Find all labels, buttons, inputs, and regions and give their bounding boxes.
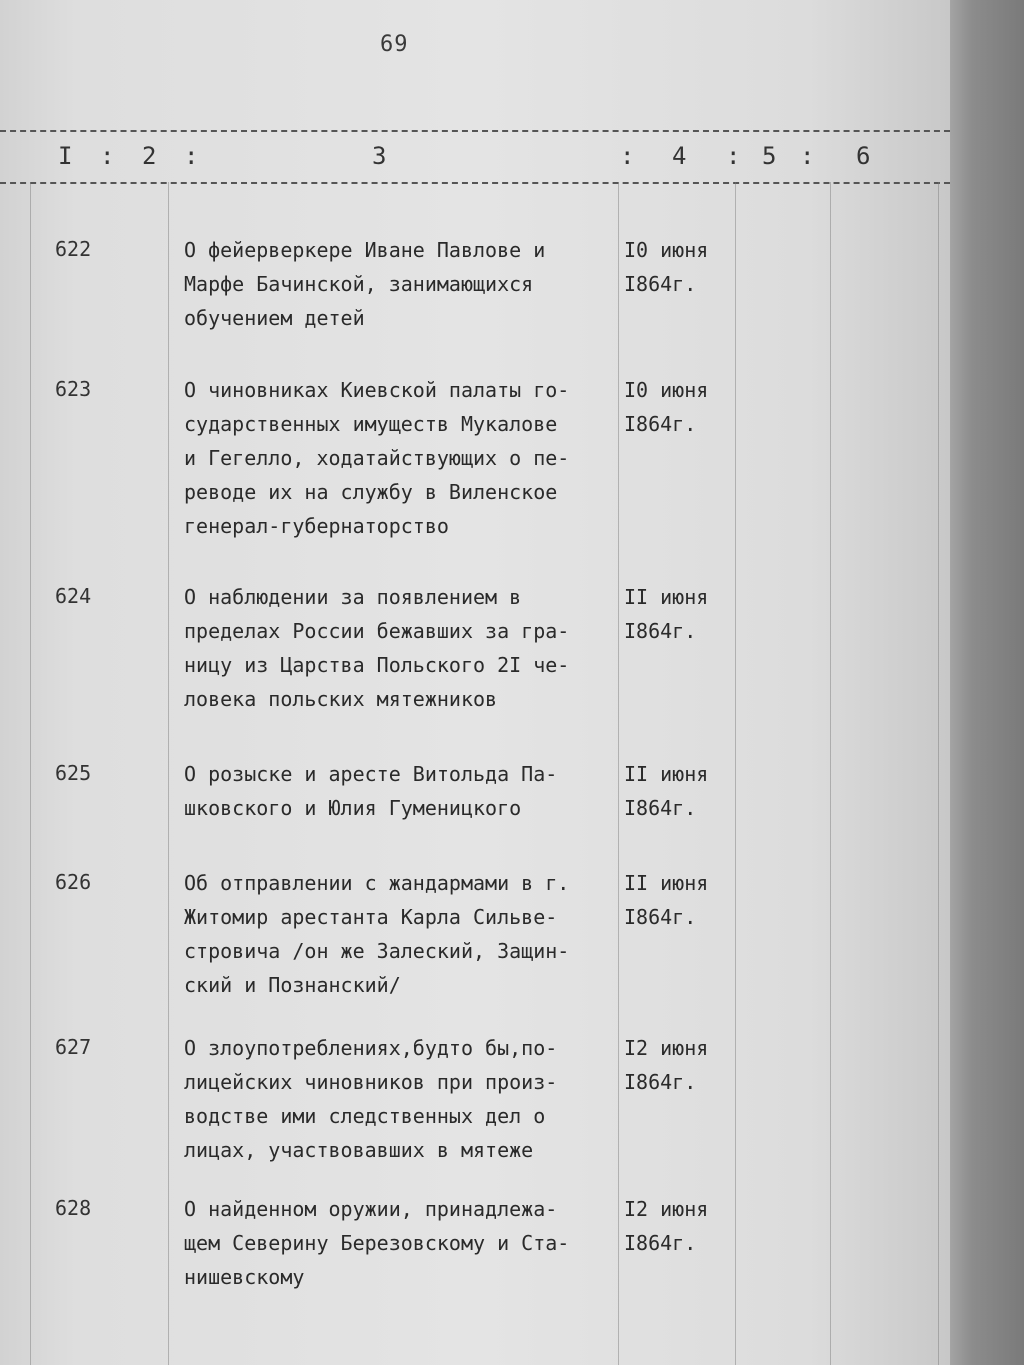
entry-description-line: сударственных имуществ Мукалове	[184, 412, 558, 436]
entry-description-line: ский и Познанский/	[184, 973, 401, 997]
entry-number: 625	[55, 761, 92, 785]
entry-description-line: О найденном оружии, принадлежа-	[184, 1197, 558, 1221]
entry-date-line: I2 июня	[624, 1036, 709, 1060]
entry-description-line: и Гегелло, ходатайствующих о пе-	[184, 446, 570, 470]
entry-description-line: шковского и Юлия Гуменицкого	[184, 796, 522, 820]
column-rule	[830, 182, 831, 1365]
column-header-2: 2	[142, 142, 157, 170]
column-header-6: 6	[856, 142, 871, 170]
entry-description	[184, 757, 624, 825]
entry-description	[184, 1192, 624, 1294]
entry-description	[184, 233, 624, 335]
entry-description-line: Об отправлении с жандармами в г.	[184, 871, 570, 895]
page-number: 69	[380, 32, 409, 57]
entry-date-line: I0 июня	[624, 238, 709, 262]
entry-date-line: II июня	[624, 585, 709, 609]
entry-description-line: реводе их на службу в Виленское	[184, 480, 558, 504]
entry-date	[624, 1192, 744, 1260]
entry-number: 627	[55, 1035, 92, 1059]
header-rule-top	[0, 130, 950, 132]
entry-date	[624, 757, 744, 825]
entry-description-line: ницу из Царства Польского 2I че-	[184, 653, 570, 677]
entry-description	[184, 866, 624, 1002]
entry-description-line: лицейских чиновников при произ-	[184, 1070, 558, 1094]
column-rule	[168, 182, 169, 1365]
entry-description-line: О чиновниках Киевской палаты го-	[184, 378, 570, 402]
entry-date	[624, 1031, 744, 1099]
column-header-4: 4	[672, 142, 687, 170]
entry-number: 628	[55, 1196, 92, 1220]
entry-date	[624, 233, 744, 301]
entry-date-line: I864г.	[624, 1070, 697, 1094]
entry-description-line: пределах России бежавших за гра-	[184, 619, 570, 643]
entry-description-line: О злоупотреблениях,будто бы,по-	[184, 1036, 558, 1060]
entry-description-line: водстве ими следственных дел о	[184, 1104, 546, 1128]
entry-description-line: О фейерверкере Иване Павлове и	[184, 238, 546, 262]
entry-date-line: I0 июня	[624, 378, 709, 402]
entry-description	[184, 373, 624, 543]
entry-description-line: Житомир арестанта Карла Сильве-	[184, 905, 558, 929]
entry-description-line: щем Северину Березовскому и Ста-	[184, 1231, 570, 1255]
column-separator: :	[184, 142, 199, 170]
entry-description	[184, 1031, 624, 1167]
entry-description-line: О розыске и аресте Витольда Па-	[184, 762, 558, 786]
entry-number: 622	[55, 237, 92, 261]
column-rule	[938, 182, 939, 1365]
entry-date-line: I2 июня	[624, 1197, 709, 1221]
entry-date-line: I864г.	[624, 796, 697, 820]
entry-description-line: ловека польских мятежников	[184, 687, 498, 711]
entry-description-line: генерал-губернаторство	[184, 514, 449, 538]
entry-date	[624, 373, 744, 441]
entry-date-line: I864г.	[624, 272, 697, 296]
entry-date-line: I864г.	[624, 905, 697, 929]
entry-date	[624, 866, 744, 934]
column-separator: :	[100, 142, 115, 170]
entry-date-line: I864г.	[624, 619, 697, 643]
entry-date-line: I864г.	[624, 412, 697, 436]
column-rule	[30, 182, 31, 1365]
entry-date-line: II июня	[624, 762, 709, 786]
column-separator: :	[800, 142, 815, 170]
next-page-edge	[950, 0, 1024, 1365]
entry-description-line: обучением детей	[184, 306, 365, 330]
header-rule-bottom	[0, 182, 950, 184]
entry-description-line: Марфе Бачинской, занимающихся	[184, 272, 534, 296]
entry-description-line: лицах, участвовавших в мятеже	[184, 1138, 534, 1162]
entry-date	[624, 580, 744, 648]
column-header-5: 5	[762, 142, 777, 170]
column-header-1: I	[58, 142, 73, 170]
entry-description-line: стровича /он же Залеский, Защин-	[184, 939, 570, 963]
column-header-3: 3	[372, 142, 387, 170]
entry-description-line: О наблюдении за появлением в	[184, 585, 522, 609]
entry-number: 624	[55, 584, 92, 608]
entry-description	[184, 580, 624, 716]
entry-date-line: I864г.	[624, 1231, 697, 1255]
entry-date-line: II июня	[624, 871, 709, 895]
column-separator: :	[726, 142, 741, 170]
entry-number: 623	[55, 377, 92, 401]
entry-number: 626	[55, 870, 92, 894]
column-separator: :	[620, 142, 635, 170]
entry-description-line: нишевскому	[184, 1265, 305, 1289]
